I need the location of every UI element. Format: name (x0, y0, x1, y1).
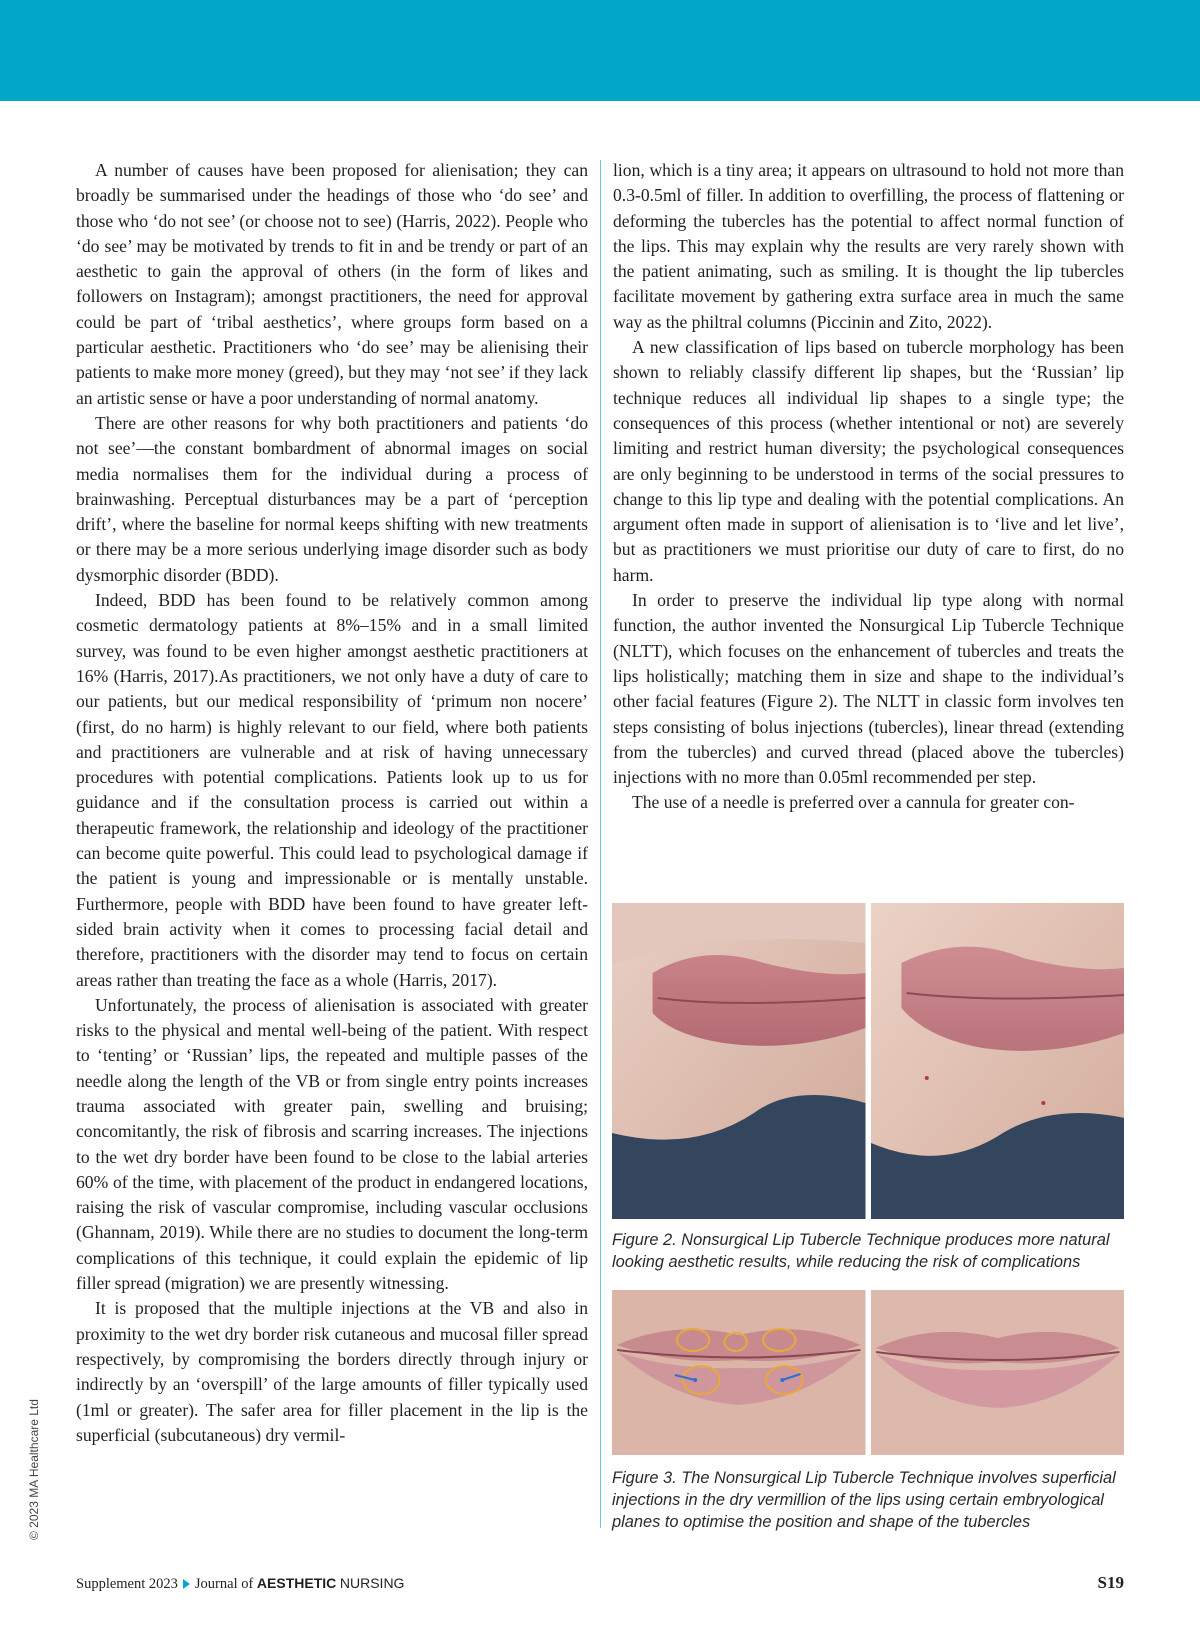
paragraph: The use of a needle is preferred over a cannula for greater con- (632, 792, 1075, 813)
figure-3-annotated-photo (612, 1290, 866, 1455)
paragraph: lion, which is a tiny area; it appears on ultrasound to hold not more than 0.3-0.5ml of filler. In addition to overfilling, the process of flattening or deforming the tubercles has the potential to affect normal function of the lips. This may explain why the results are very rarely shown with the patient animating, such as smiling. It is thought the lip tubercles facilitate movement by gathering extra surface area in much the same way as the philtral columns (Piccinin and Zito, 2022). (613, 160, 1124, 332)
footer-journal-prefix: Journal of (194, 1576, 254, 1592)
page-number: S19 (1097, 1573, 1124, 1592)
figure-2-after-photo (871, 903, 1125, 1219)
paragraph: Indeed, BDD has been found to be relatively common among cosmetic dermatology patients at 8%–15% and in a small limited survey, was found to be even higher amongst aesthetic practitioners at 16% (Harris, 2017).As practitioners, we not only have a duty of care to our patients, but our medical responsibility of ‘primum non nocere’ (first, do no harm) is highly relevant to our field, where both patients and practitioners are vulnerable and at risk of having unnecessary procedures with potential complications. Patients look up to us for guidance and if the consultation process is carried out within a therapeutic framework, the relationship and ideology of the practitioner can become quite powerful. This could lead to psychological damage if the patient is young and impressionable or is mentally unstable. Furthermore, people with BDD have been found to have greater left-sided brain activity when it comes to processing facial detail and therefore, practitioners with the disorder may tend to focus on certain areas rather than treating the face as a whole (Harris, 2017). (76, 590, 588, 990)
figure-2 (612, 903, 1124, 1273)
copyright-notice: © 2023 MA Healthcare Ltd (27, 1399, 41, 1540)
paragraph: It is proposed that the multiple injections at the VB and also in proximity to the wet dry border risk cutaneous and mucosal filler spread respectively, by compromising the borders directly through injury or indirectly by an ‘overspill’ of the large amounts of filler typically used (1ml or greater). The safer area for filler placement in the lip is the superficial (subcutaneous) dry vermil- (76, 1298, 588, 1445)
paragraph: A new classification of lips based on tubercle morphology has been shown to reliably classify different lip shapes, but the ‘Russian’ lip technique reduces all individual lip shapes to a single type; the consequences of this process (whether intentional or not) are severely limiting and restrict human diversity; the psychological consequences are only beginning to be understood in terms of the social pressures to change to this lip type and dealing with the potential complications. An argument often made in support of alienisation is to ‘live and let live’, but as practitioners we must prioritise our duty of care to first, do no harm. (613, 337, 1124, 585)
footer-journal-suffix: NURSING (339, 1575, 405, 1591)
figure-3-result-photo (871, 1290, 1125, 1455)
figure-3-caption: Figure 3. The Nonsurgical Lip Tubercle Technique involves superficial injections in the dry vermillion of the lips using certain embryological planes to optimise the position and shape of the tubercles (612, 1469, 1116, 1531)
footer-supplement: Supplement 2023 (76, 1576, 178, 1592)
column-divider (600, 160, 601, 1528)
paragraph: There are other reasons for why both practitioners and patients ‘do not see’—the constant bombardment of abnormal images on social media normalises them for the individual during a process of brainwashing. Perceptual disturbances may be a part of ‘perception drift’, where the baseline for normal keeps shifting with new treatments or there may be a more serious underlying image disorder such as body dysmorphic disorder (BDD). (76, 412, 588, 585)
figure-3 (612, 1290, 1124, 1533)
header-band (0, 0, 1200, 101)
page-footer (76, 1575, 1124, 1597)
left-column (76, 158, 588, 1448)
figure-2-caption: Figure 2. Nonsurgical Lip Tubercle Technique produces more natural looking aesthetic results, while reducing the risk of complications (612, 1231, 1110, 1271)
paragraph: A number of causes have been proposed for alienisation; they can broadly be summarised under the headings of those who ‘do see’ and those who ‘do not see’ (or choose not to see) (Harris, 2022). People who ‘do see’ may be motivated by trends to fit in and be trendy or part of an aesthetic to gain the approval of others (in the form of likes and followers on Instagram); amongst practitioners, the need for approval could be part of ‘tribal aesthetics’, where groups form based on a particular aesthetic. Practitioners who ‘do see’ may be alienising their patients to make more money (greed), but they may ‘not see’ if they lack an artistic sense or have a poor understanding of normal anatomy. (76, 160, 588, 408)
right-column (613, 158, 1124, 816)
paragraph: In order to preserve the individual lip type along with normal function, the author invented the Nonsurgical Lip Tubercle Technique (NLTT), which focuses on the enhancement of tubercles and treats the lips holistically; matching them in size and shape to the individual’s other facial features (Figure 2). The NLTT in classic form involves ten steps consisting of bolus injections (tubercles), linear thread (extending from the tubercles) and curved thread (placed above the tubercles) injections with no more than 0.05ml recommended per step. (613, 590, 1124, 788)
footer-journal-bold: AESTHETIC (256, 1575, 337, 1591)
paragraph: Unfortunately, the process of alienisation is associated with greater risks to the physical and mental well-being of the patient. With respect to ‘tenting’ or ‘Russian’ lips, the repeated and multiple passes of the needle along the length of the VB or from single entry points increases trauma associated with greater pain, swelling and bruising; concomitantly, the risk of fibrosis and scarring increases. The injections to the wet dry border have been found to be close to the labial arteries 60% of the time, with placement of the product in endangered locations, raising the risk of vascular compromise, including vascular occlusions (Ghannam, 2019). While there are no studies to document the long-term complications of this technique, it could explain the epidemic of lip filler spread (migration) we are presently witnessing. (76, 994, 588, 1294)
triangle-right-icon (183, 1579, 190, 1589)
figure-2-before-photo (612, 903, 866, 1219)
